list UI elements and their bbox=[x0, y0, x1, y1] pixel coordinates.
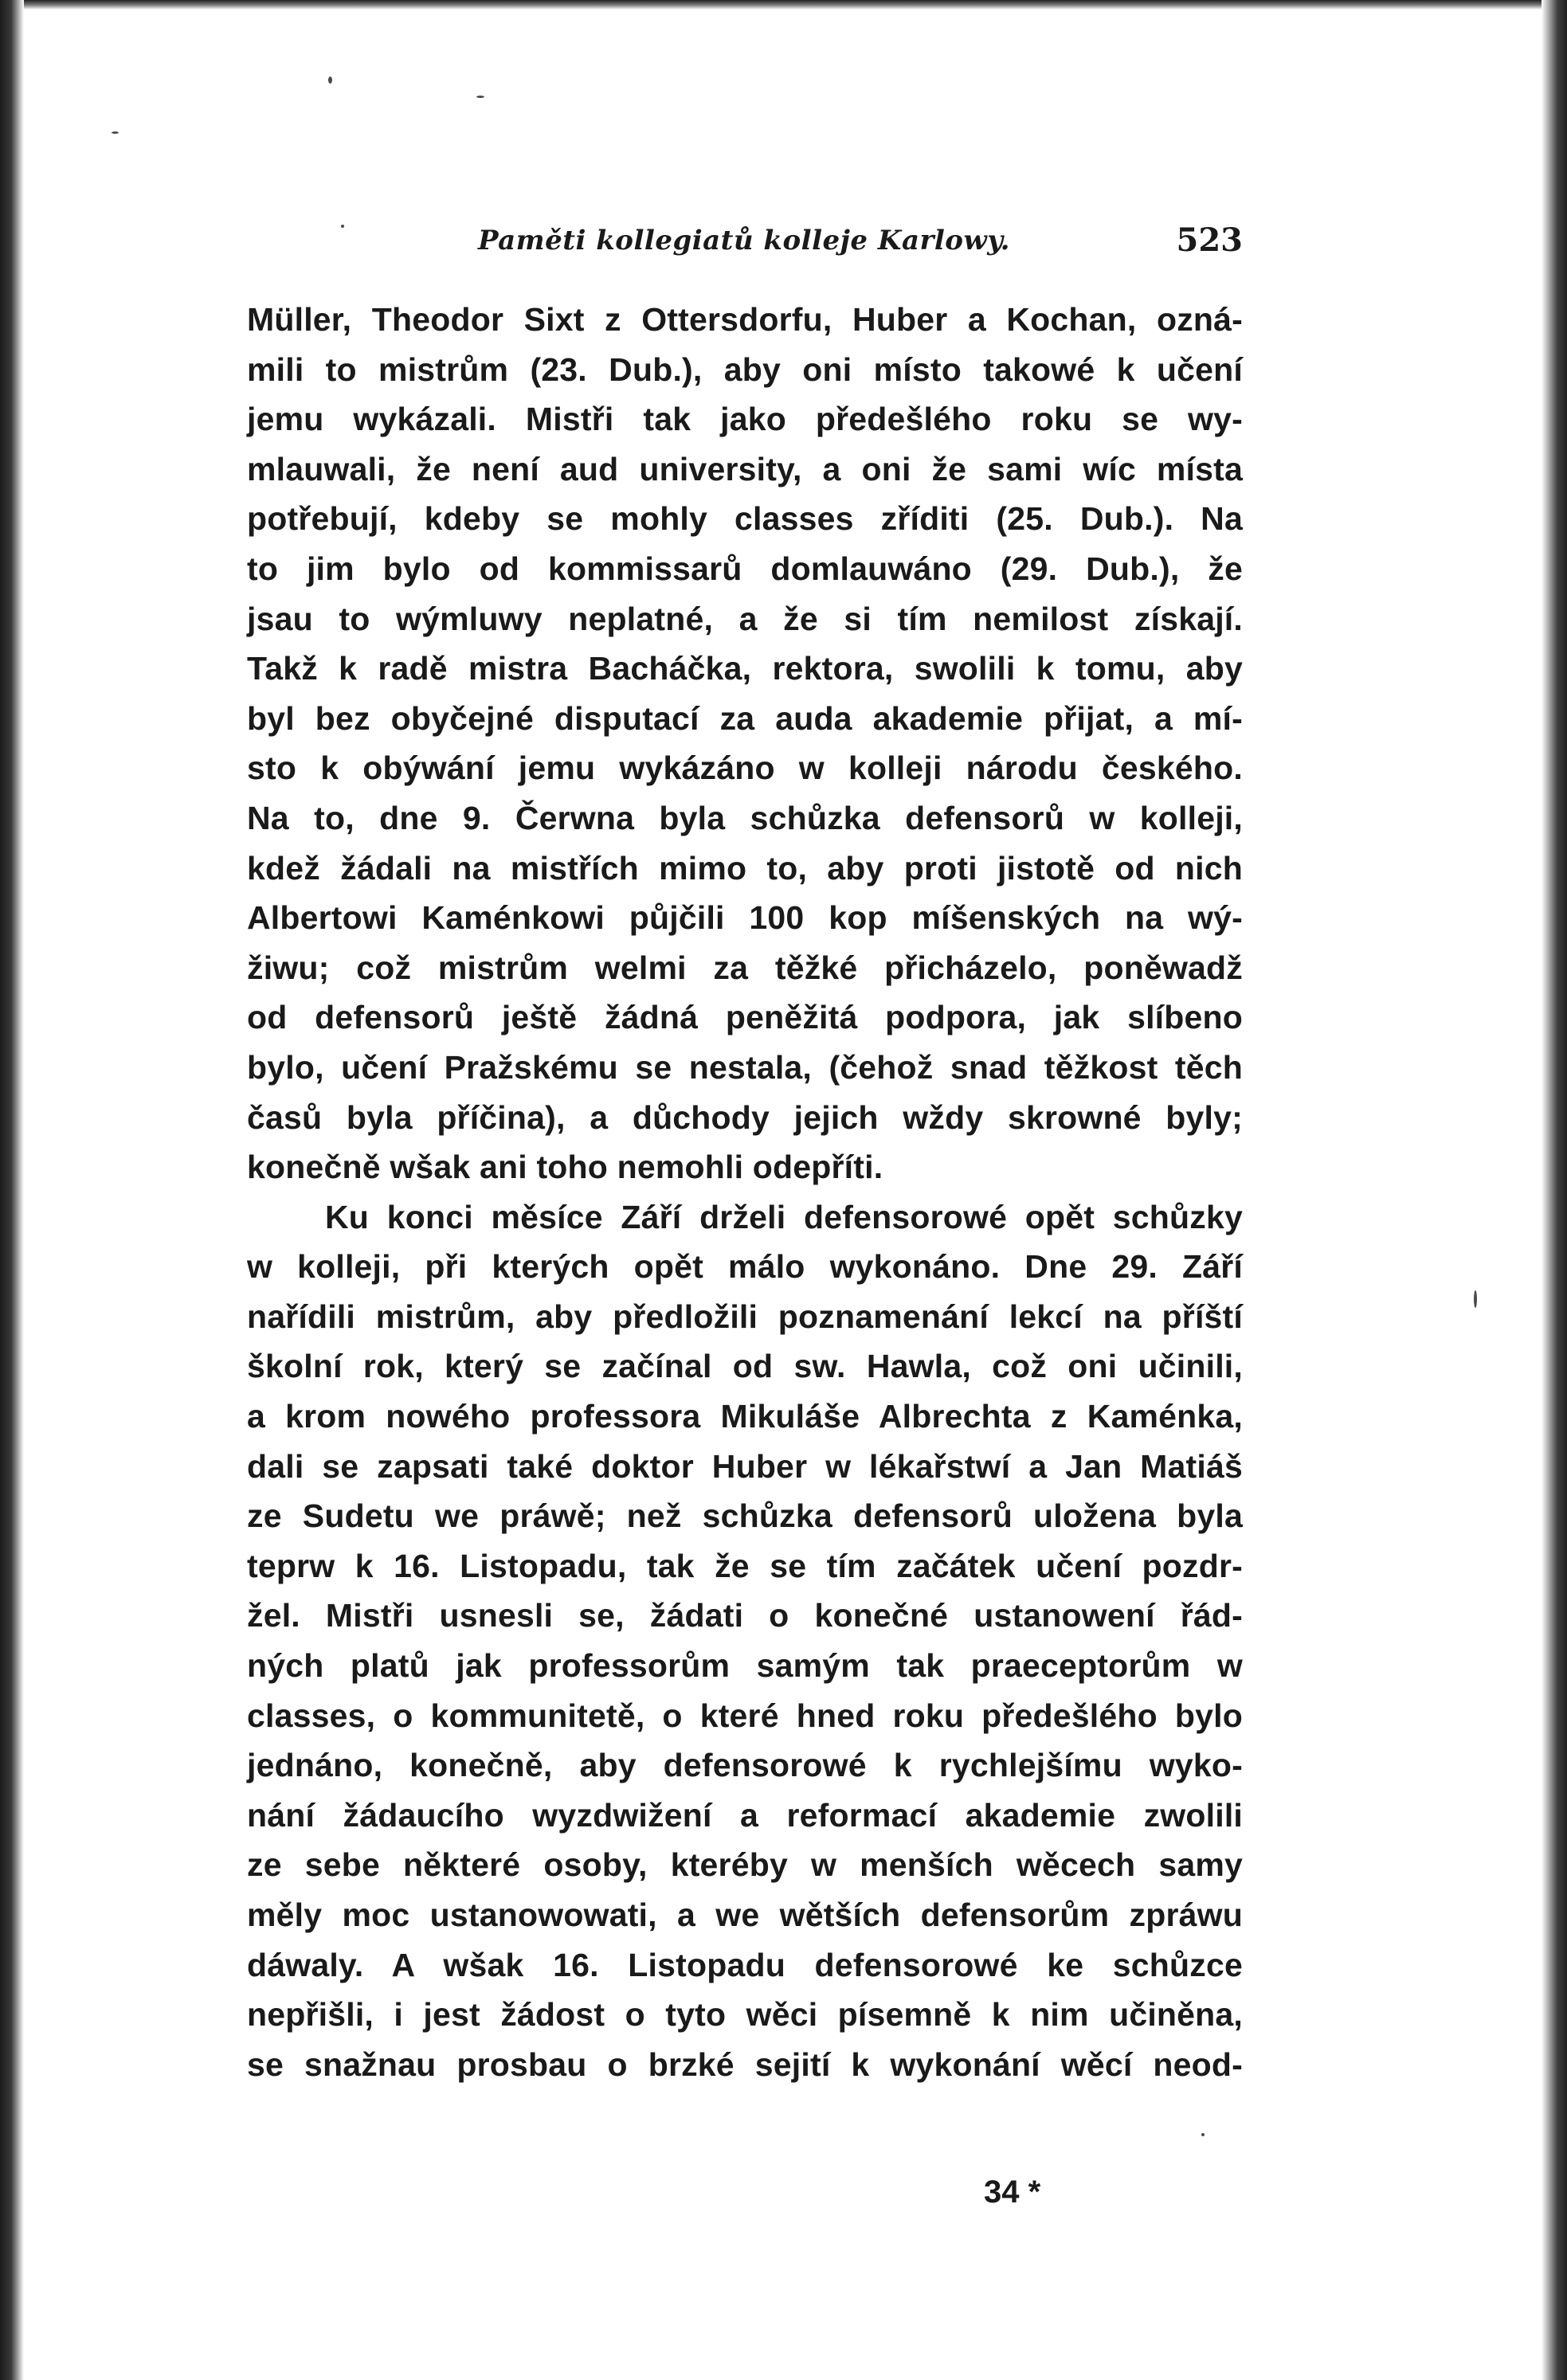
running-title: Paměti kollegiatů kolleje Karlowy. bbox=[478, 225, 1010, 256]
text-line: Ku konci měsíce Září drželi defensorowé opět schůzky bbox=[325, 1198, 1243, 1235]
text-line: mili to mistrům (23. Dub.), aby oni místo takowé k učení bbox=[247, 350, 1243, 388]
signature-mark: 34 * bbox=[984, 2174, 1041, 2210]
text-line: jednáno, konečně, aby defensorowé k rychlejšímu wyko- bbox=[247, 1747, 1243, 1784]
text-line: nařídili mistrům, aby předložili poznamenání lekcí na příští bbox=[247, 1298, 1243, 1335]
page-number: 523 bbox=[1176, 221, 1243, 259]
text-line: classes, o kommunitetě, o které hned roku předešlého bylo bbox=[247, 1697, 1243, 1734]
page-header bbox=[247, 221, 1243, 272]
text-line: kdež žádali na mistřích mimo to, aby proti jistotě od nich bbox=[247, 849, 1243, 887]
scan-speck bbox=[328, 76, 332, 84]
text-line: to jim bylo od kommissarů domlauwáno (29. Dub.), že bbox=[247, 550, 1243, 587]
text-line: ných platů jak professorům samým tak praeceptorům w bbox=[247, 1647, 1243, 1685]
text-line: školní rok, který se začínal od sw. Hawla, což oni učinili, bbox=[247, 1348, 1243, 1385]
text-line: a krom nowého professora Mikuláše Albrechta z Kaménka, bbox=[247, 1398, 1243, 1435]
body-text bbox=[247, 295, 1243, 2089]
text-line: Na to, dne 9. Čerwna byla schůzka defensorů w kolleji, bbox=[247, 799, 1243, 836]
text-line: mlauwali, že není aud university, a oni že sami wíc místa bbox=[247, 450, 1243, 487]
text-line: konečně wšak ani toho nemohli odepříti. bbox=[247, 1149, 883, 1186]
text-line: ze Sudetu we práwě; než schůzka defensorů uložena byla bbox=[247, 1497, 1243, 1535]
text-line: dáwaly. A wšak 16. Listopadu defensorowé ke schůzce bbox=[247, 1946, 1243, 1983]
scan-speck bbox=[112, 131, 119, 134]
text-line: Müller, Theodor Sixt z Ottersdorfu, Huber a Kochan, ozná- bbox=[247, 301, 1243, 338]
scan-edge-right bbox=[1542, 0, 1567, 2380]
text-line: jsau to wýmluwy neplatné, a že si tím nemilost získají. bbox=[247, 600, 1243, 637]
scan-speck bbox=[1201, 2133, 1205, 2136]
text-line: sto k obýwání jemu wykázáno w kolleji národu českého. bbox=[247, 750, 1243, 787]
text-line: žiwu; což mistrům welmi za těžké přicházelo, poněwadž bbox=[247, 949, 1243, 986]
text-line: nání žádaucího wyzdwižení a reformací akademie zwolili bbox=[247, 1796, 1243, 1834]
text-line: od defensorů ještě žádná peněžitá podpora, jak slíbeno bbox=[247, 999, 1243, 1036]
text-line: se snažnau prosbau o brzké sejití k wykonání wěcí neod- bbox=[247, 2045, 1243, 2083]
text-line: teprw k 16. Listopadu, tak že se tím začátek učení pozdr- bbox=[247, 1547, 1243, 1584]
text-line: dali se zapsati také doktor Huber w lékařstwí a Jan Matiáš bbox=[247, 1447, 1243, 1485]
scan-edge-top bbox=[0, 0, 1567, 10]
scan-edge-left bbox=[0, 0, 24, 2380]
text-line: Albertowi Kaménkowi půjčili 100 kop míšenských na wý- bbox=[247, 899, 1243, 937]
scan-speck bbox=[476, 96, 484, 98]
text-line: jemu wykázali. Mistři tak jako předešlého roku se wy- bbox=[247, 401, 1243, 438]
paragraph-2 bbox=[247, 1192, 1243, 2090]
text-line: byl bez obyčejné disputací za auda akademie přijat, a mí- bbox=[247, 699, 1243, 737]
scan-speck bbox=[1474, 1290, 1477, 1308]
text-line: Takž k radě mistra Bacháčka, rektora, swolili k tomu, aby bbox=[247, 650, 1243, 687]
text-line: bylo, učení Pražskému se nestala, (čehož snad těžkost těch bbox=[247, 1048, 1243, 1086]
text-line: ze sebe některé osoby, kteréby w menších wěcech samy bbox=[247, 1846, 1243, 1884]
text-line: měly moc ustanowowati, a we wětších defensorům zpráwu bbox=[247, 1897, 1243, 1933]
text-line: nepřišli, i jest žádost o tyto wěci písemně k nim učiněna, bbox=[247, 1996, 1243, 2034]
text-line: w kolleji, při kterých opět málo wykonáno. Dne 29. Září bbox=[247, 1248, 1243, 1286]
paragraph-1 bbox=[247, 295, 1243, 1192]
text-line: časů byla příčina), a důchody jejich wždy skrowné byly; bbox=[247, 1098, 1243, 1136]
text-line: potřebují, kdeby se mohly classes zříditi (25. Dub.). Na bbox=[247, 500, 1243, 538]
text-line: žel. Mistři usnesli se, žádati o konečné ustanowení řád- bbox=[247, 1597, 1243, 1634]
